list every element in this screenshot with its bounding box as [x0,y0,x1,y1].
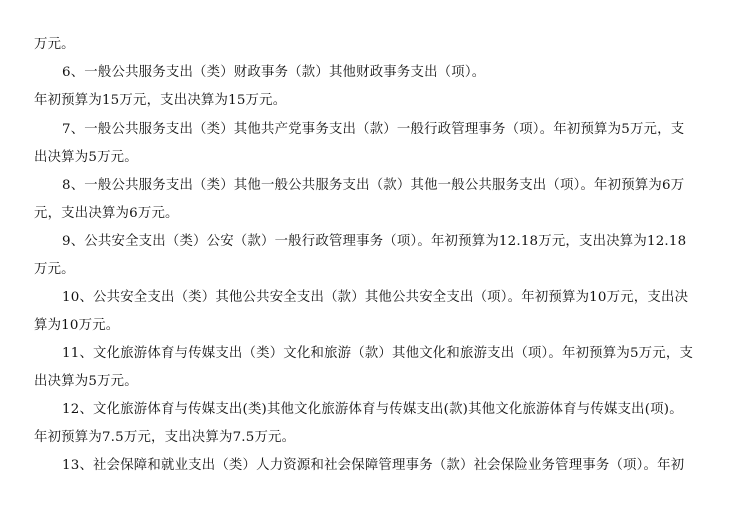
text-line-item-10-cont: 算为10万元。 [34,318,120,333]
text-line-item-13: 13、社会保障和就业支出（类）人力资源和社会保障管理事务（款）社会保险业务管理事务（项）。年初 [62,458,685,473]
text-line-item-6-cont: 年初预算为15万元，支出决算为15万元。 [34,93,287,108]
text-line-item-7-cont: 出决算为5万元。 [34,150,138,165]
text-line-item-8-cont: 元，支出决算为6万元。 [34,206,179,221]
text-line-item-12-cont: 年初预算为7.5万元，支出决算为7.5万元。 [34,430,296,445]
text-line-item-9: 9、公共安全支出（类）公安（款）一般行政管理事务（项）。年初预算为12.18万元，支出决算为12.18 [62,234,687,249]
text-line-item-8: 8、一般公共服务支出（类）其他一般公共服务支出（款）其他一般公共服务支出（项）。年初预算为6万 [62,178,685,193]
text-line-item-11-cont: 出决算为5万元。 [34,374,138,389]
text-line-item-6: 6、一般公共服务支出（类）财政事务（款）其他财政事务支出（项）。 [62,65,486,80]
text-line-item-10: 10、公共安全支出（类）其他公共安全支出（款）其他公共安全支出（项）。年初预算为10万元，支出决 [62,290,689,305]
text-line-item-12: 12、文化旅游体育与传媒支出(类)其他文化旅游体育与传媒支出(款)其他文化旅游体育与传媒支出(项)。 [62,402,683,417]
text-line-item-11: 11、文化旅游体育与传媒支出（类）文化和旅游（款）其他文化和旅游支出（项）。年初预算为5万元，支 [62,346,694,361]
text-line-item-9-cont: 万元。 [34,262,75,277]
text-line-continuation: 万元。 [34,37,75,52]
text-line-item-7: 7、一般公共服务支出（类）其他共产党事务支出（款）一般行政管理事务（项）。年初预算为5万元，支 [62,122,685,137]
